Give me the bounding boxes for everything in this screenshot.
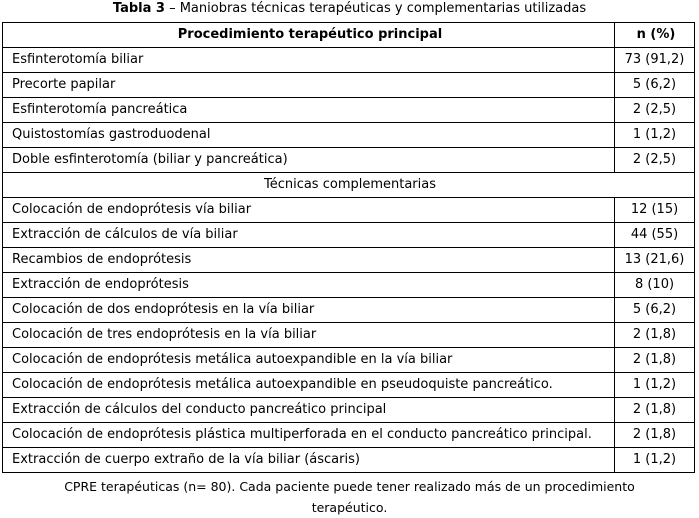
table-row [3,323,695,348]
footnote-line-2: terapéutico. [311,500,388,515]
table-row [3,198,695,223]
procedure-cell: Colocación de dos endoprótesis en la vía biliar [3,298,615,323]
count-cell: 2 (2,5) [615,98,695,123]
procedure-cell: Extracción de cálculos de vía biliar [3,223,615,248]
count-cell: 8 (10) [615,273,695,298]
count-cell: 73 (91,2) [615,48,695,73]
table-row [3,123,695,148]
count-cell: 13 (21,6) [615,248,695,273]
header-procedure: Procedimiento terapéutico principal [3,23,615,48]
procedure-cell: Precorte papilar [3,73,615,98]
table-row [3,48,695,73]
section-title: Técnicas complementarias [3,173,695,198]
table-header-row [3,23,695,48]
table-caption [0,0,699,20]
table-row [3,248,695,273]
count-cell: 12 (15) [615,198,695,223]
procedure-cell: Colocación de tres endoprótesis en la vía biliar [3,323,615,348]
table-row [3,98,695,123]
table-row [3,448,695,473]
count-cell: 2 (1,8) [615,323,695,348]
count-cell: 2 (1,8) [615,348,695,373]
procedure-cell: Extracción de endoprótesis [3,273,615,298]
count-cell: 1 (1,2) [615,123,695,148]
procedure-cell: Extracción de cálculos del conducto pancreático principal [3,398,615,423]
caption-label: Tabla 3 [112,1,165,16]
table-footnote [0,476,699,518]
procedure-cell: Recambios de endoprótesis [3,248,615,273]
footnote-line-1: CPRE terapéuticas (n= 80). Cada paciente puede tener realizado más de un procedimiento [64,479,635,494]
count-cell: 2 (1,8) [615,398,695,423]
section-row [3,173,695,198]
table-row [3,273,695,298]
procedure-cell: Doble esfinterotomía (biliar y pancreática) [3,148,615,173]
table-row [3,298,695,323]
procedure-cell: Extracción de cuerpo extraño de la vía biliar (áscaris) [3,448,615,473]
table-row [3,423,695,448]
procedure-cell: Quistostomías gastroduodenal [3,123,615,148]
count-cell: 2 (2,5) [615,148,695,173]
count-cell: 5 (6,2) [615,73,695,98]
procedures-table [2,22,695,473]
procedure-cell: Esfinterotomía biliar [3,48,615,73]
procedure-cell: Colocación de endoprótesis vía biliar [3,198,615,223]
principal-rows [3,48,695,173]
procedure-cell: Colocación de endoprótesis metálica autoexpandible en pseudoquiste pancreático. [3,373,615,398]
table-row [3,223,695,248]
count-cell: 2 (1,8) [615,423,695,448]
procedure-cell: Esfinterotomía pancreática [3,98,615,123]
count-cell: 1 (1,2) [615,373,695,398]
table-row [3,398,695,423]
header-count: n (%) [615,23,695,48]
table-row [3,373,695,398]
table-row [3,73,695,98]
procedure-cell: Colocación de endoprótesis metálica autoexpandible en la vía biliar [3,348,615,373]
table-row [3,348,695,373]
count-cell: 5 (6,2) [615,298,695,323]
complementary-rows [3,198,695,473]
caption-text: – Maniobras técnicas terapéuticas y complementarias utilizadas [164,1,587,16]
count-cell: 44 (55) [615,223,695,248]
procedure-cell: Colocación de endoprótesis plástica multiperforada en el conducto pancreático principal. [3,423,615,448]
count-cell: 1 (1,2) [615,448,695,473]
table-row [3,148,695,173]
